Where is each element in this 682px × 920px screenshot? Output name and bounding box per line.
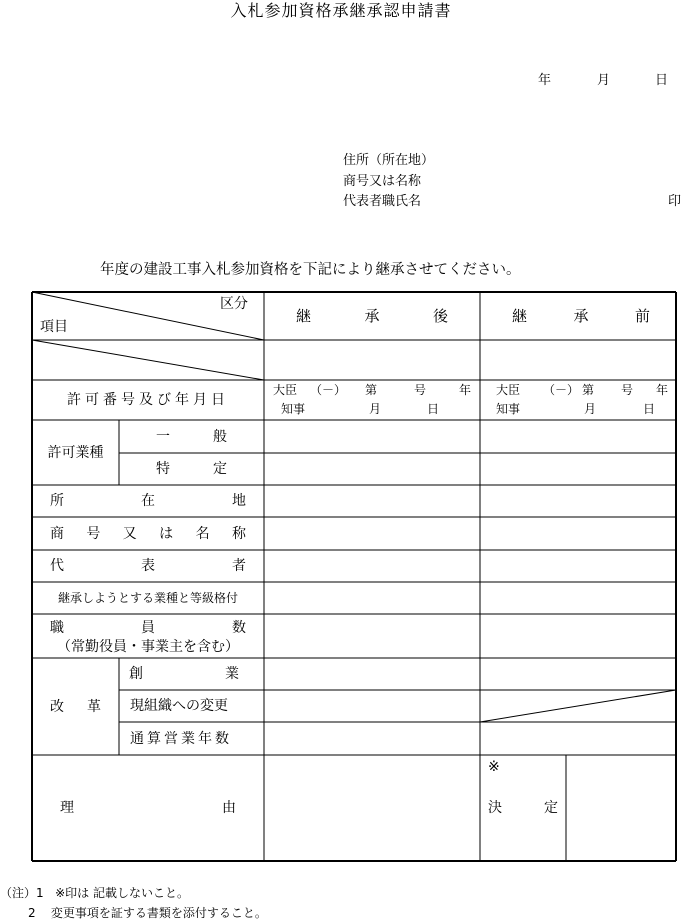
decision-label: 決 定: [488, 800, 558, 816]
staff-count-sub: （常勤役員・事業主を含む）: [57, 639, 239, 655]
after-no-suffix: 号: [414, 383, 427, 397]
date-day-label: 日: [655, 73, 669, 88]
reform-label: 改 革: [50, 698, 101, 715]
reform-years: 通算営業年数: [130, 730, 232, 747]
location-label: 所 在 地: [50, 493, 246, 509]
after-governor: 知事: [281, 402, 306, 416]
seal-mark: 印: [668, 194, 682, 209]
after-year: 年: [459, 383, 472, 397]
header-after: 継 承 後: [296, 306, 448, 325]
before-no-suffix: 号: [621, 383, 634, 397]
header-division: 区分: [220, 296, 248, 312]
permit-type-general: 一 般: [156, 428, 227, 445]
reform-founding: 創 業: [129, 666, 239, 682]
permit-type-label: 許可業種: [47, 444, 104, 461]
document-title: 入札参加資格承継承認申請書: [230, 1, 452, 20]
header-item: 項目: [40, 319, 68, 335]
representative-row-label: 代 表 者: [50, 558, 246, 574]
after-day: 日: [427, 402, 440, 416]
representative-label: 代表者職氏名: [343, 194, 422, 209]
before-governor: 知事: [496, 402, 521, 416]
after-dash: （－）: [310, 383, 347, 397]
after-no-prefix: 第: [365, 383, 378, 397]
after-month: 月: [369, 402, 382, 416]
license-number-label: 許可番号及び年月日: [67, 392, 229, 408]
before-month: 月: [584, 402, 597, 416]
date-year-label: 年: [538, 73, 552, 88]
trade-name-row-label: 商 号 又 は 名 称: [50, 525, 246, 542]
intro-text: 年度の建設工事入札参加資格を下記により継承させてください。: [100, 262, 521, 278]
header-before: 継 承 前: [512, 306, 650, 325]
before-day: 日: [643, 402, 656, 416]
staff-count-label: 職 員 数: [50, 620, 246, 636]
permit-type-special: 特 定: [156, 461, 227, 477]
before-year: 年: [656, 383, 669, 397]
note-2: 2 変更事項を証する書類を添付すること。: [28, 906, 267, 920]
after-minister: 大臣: [273, 383, 298, 397]
before-no-prefix: 第: [582, 383, 595, 397]
reason-label: 理 由: [60, 800, 236, 816]
grade-label: 継承しようとする業種と等級格付: [57, 591, 238, 605]
address-label: 住所（所在地）: [343, 153, 435, 168]
date-month-label: 月: [597, 73, 611, 88]
reform-change: 現組織への変更: [130, 698, 228, 714]
note-1: （注）1 ※印は 記載しないこと。: [0, 886, 189, 900]
note-mark: ※: [488, 759, 500, 775]
before-dash: （－）: [543, 383, 580, 397]
before-minister: 大臣: [496, 383, 521, 397]
trade-name-label: 商号又は名称: [343, 174, 422, 189]
